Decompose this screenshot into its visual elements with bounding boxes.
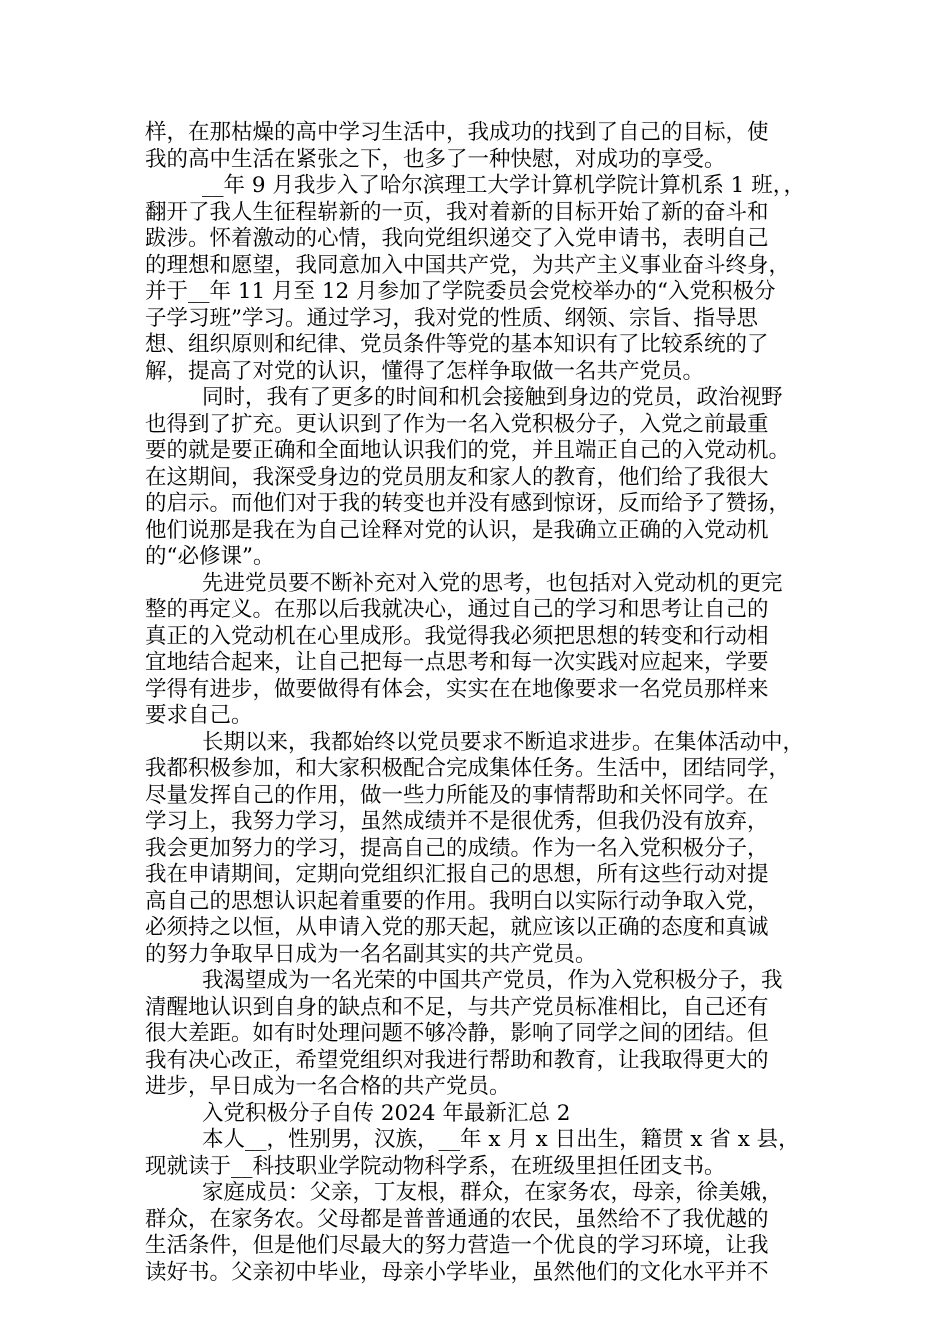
text-line: 我渴望成为一名光荣的中国共产党员，作为入党积极分子，我 (202, 968, 783, 993)
text-line: 的“必修课”。 (145, 544, 275, 569)
text-line: 进步，早日成为一名合格的共产党员。 (145, 1074, 511, 1099)
text-line: 要的就是要正确和全面地认识我们的党，并且端正自己的入党动机。 (145, 438, 791, 463)
text-line: 翻开了我人生征程崭新的一页，我对着新的目标开始了新的奋斗和 (145, 199, 769, 225)
text-line: 他们说那是我在为自己诠释对党的认识，是我确立正确的入党动机 (145, 517, 769, 543)
text-line: 子学习班”学习。通过学习，我对党的性质、纲领、宗旨、指导思 (145, 305, 758, 331)
text-line: 要求自己。 (145, 703, 253, 728)
text-line: 并于__年 11 月至 12 月参加了学院委员会党校举办的“入党积极分 (145, 279, 776, 304)
text-line: 我会更加努力的学习，提高自己的成绩。作为一名入党积极分子， (145, 835, 769, 861)
text-line: 群众，在家务农。父母都是普普通通的农民，虽然给不了我优越的 (145, 1206, 769, 1232)
text-line: 跋涉。怀着激动的心情，我向党组织递交了入党申请书，表明自己 (145, 226, 769, 251)
text-line: 的理想和愿望，我同意加入中国共产党，为共产主义事业奋斗终身， (145, 252, 791, 278)
text-line: 学习上，我努力学习，虽然成绩并不是很优秀，但我仍没有放弃， (145, 809, 769, 834)
text-line: 读好书。父亲初中毕业，母亲小学毕业，虽然他们的文化水平并不 (145, 1259, 769, 1285)
text-line: 在这期间，我深受身边的党员朋友和家人的教育，他们给了我很大 (145, 464, 769, 490)
text-line: 宜地结合起来，让自己把每一点思考和每一次实践对应起来，学要 (145, 650, 769, 675)
text-line: 生活条件，但是他们尽最大的努力营造一个优良的学习环境，让我 (145, 1233, 769, 1258)
text-line: 我都积极参加，和大家积极配合完成集体任务。生活中，团结同学， (145, 756, 791, 781)
text-line: 整的再定义。在那以后我就决心，通过自己的学习和思考让自己的 (145, 597, 769, 622)
text-line: 的启示。而他们对于我的转变也并没有感到惊讶，反而给予了赞扬， (145, 491, 791, 516)
text-line: 入党积极分子自传 2024 年最新汇总 2 (202, 1100, 571, 1126)
text-line: 清醒地认识到自身的缺点和不足，与共产党员标准相比，自己还有 (145, 994, 769, 1020)
document-body (145, 120, 807, 1286)
text-line: 学得有进步，做要做得有体会，实实在在地像要求一名党员那样来 (145, 676, 769, 702)
text-line: __年 9 月我步入了哈尔滨理工大学计算机学院计算机系 1 班，， (202, 173, 805, 198)
text-line: 必须持之以恒，从申请入党的那天起，就应该以正确的态度和真诚 (145, 915, 769, 940)
text-line: 高自己的思想认识起着重要的作用。我明白以实际行动争取入党， (145, 888, 769, 914)
text-line: 也得到了扩充。更认识到了作为一名入党积极分子，入党之前最重 (145, 411, 769, 437)
text-line: 本人__，性别男，汉族，__年 x 月 x 日出生，籍贯 x 省 x 县， (202, 1127, 800, 1152)
text-line: 现就读于__科技职业学院动物科学系，在班级里担任团支书。 (145, 1153, 726, 1179)
text-line: 我的高中生活在紧张之下，也多了一种快慰，对成功的享受。 (145, 146, 726, 172)
text-line: 样，在那枯燥的高中学习生活中，我成功的找到了自己的目标，使 (145, 120, 769, 145)
text-line: 我在申请期间，定期向党组织汇报自己的思想，所有这些行动对提 (145, 862, 769, 887)
text-line: 我有决心改正，希望党组织对我进行帮助和教育，让我取得更大的 (145, 1047, 769, 1073)
text-line: 解，提高了对党的认识，懂得了怎样争取做一名共产党员。 (145, 358, 705, 384)
text-line: 同时，我有了更多的时间和机会接触到身边的党员，政治视野 (202, 385, 783, 410)
text-line: 很大差距。如有时处理问题不够冷静，影响了同学之间的团结。但 (145, 1021, 769, 1046)
text-line: 真正的入党动机在心里成形。我觉得我必须把思想的转变和行动相 (145, 623, 769, 649)
text-line: 先进党员要不断补充对入党的思考，也包括对入党动机的更完 (202, 570, 783, 596)
text-line: 想、组织原则和纪律、党员条件等党的基本知识有了比较系统的了 (145, 332, 769, 357)
text-line: 长期以来，我都始终以党员要求不断追求进步。在集体活动中， (202, 729, 805, 755)
text-line: 尽量发挥自己的作用，做一些力所能及的事情帮助和关怀同学。在 (145, 782, 769, 808)
text-line: 的努力争取早日成为一名名副其实的共产党员。 (145, 941, 597, 967)
text-line: 家庭成员：父亲，丁友根，群众，在家务农，母亲，徐美娥， (202, 1180, 783, 1205)
